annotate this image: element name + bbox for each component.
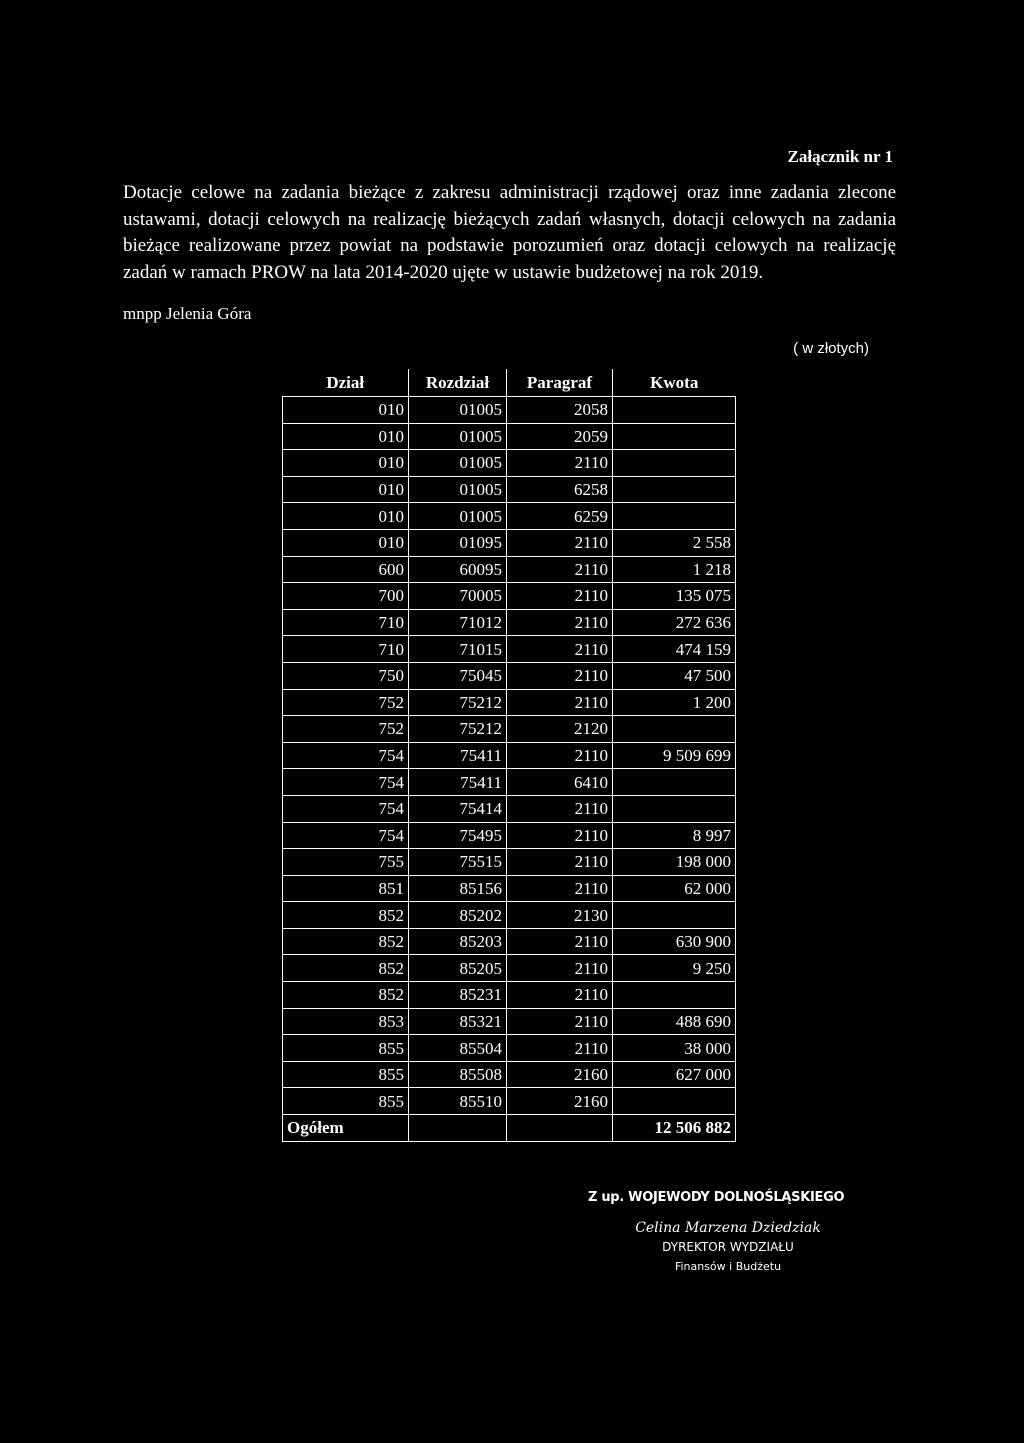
cell-kwota: 474 159 [613, 636, 736, 663]
cell-rozdzial: 85203 [409, 928, 507, 955]
cell-dzial: 010 [283, 397, 409, 424]
cell-paragraf: 6259 [507, 503, 613, 530]
table-row [283, 769, 736, 796]
cell-rozdzial: 71015 [409, 636, 507, 663]
cell-kwota: 8 997 [613, 822, 736, 849]
cell-dzial: 010 [283, 423, 409, 450]
cell-rozdzial: 01095 [409, 529, 507, 556]
cell-dzial: 710 [283, 609, 409, 636]
cell-dzial: 852 [283, 902, 409, 929]
cell-rozdzial: 75414 [409, 795, 507, 822]
cell-paragraf: 2160 [507, 1088, 613, 1115]
cell-dzial: 855 [283, 1061, 409, 1088]
intro-paragraph: Dotacje celowe na zadania bieżące z zakresu administracji rządowej oraz inne zadania zlecone ustawami, dotacji celowych na realizację bieżących zadań własnych, dotacji celowych na zadania bieżące realizowane przez powiat na podstawie porozumień oraz dotacji celowych na realizację zadań w ramach PROW na lata 2014-2020 ujęte w ustawie budżetowej na rok 2019. [123, 182, 896, 283]
table-row [283, 875, 736, 902]
cell-dzial: 855 [283, 1035, 409, 1062]
cell-kwota [613, 503, 736, 530]
table-body [283, 397, 736, 1115]
cell-paragraf: 6258 [507, 476, 613, 503]
cell-kwota: 488 690 [613, 1008, 736, 1035]
cell-rozdzial: 85231 [409, 982, 507, 1009]
total-empty-cell [409, 1115, 507, 1142]
cell-paragraf: 2110 [507, 982, 613, 1009]
cell-paragraf: 2110 [507, 849, 613, 876]
cell-rozdzial: 85504 [409, 1035, 507, 1062]
cell-kwota: 9 250 [613, 955, 736, 982]
cell-kwota [613, 450, 736, 477]
cell-dzial: 852 [283, 928, 409, 955]
cell-kwota [613, 982, 736, 1009]
cell-kwota [613, 902, 736, 929]
cell-rozdzial: 60095 [409, 556, 507, 583]
cell-kwota: 198 000 [613, 849, 736, 876]
table-row [283, 423, 736, 450]
cell-paragraf: 2160 [507, 1061, 613, 1088]
budget-table [282, 369, 736, 1142]
signature-stamp [588, 1188, 868, 1276]
cell-kwota: 9 509 699 [613, 742, 736, 769]
signature-name: Celina Marzena Dziedziak [635, 1220, 821, 1236]
table-row [283, 450, 736, 477]
cell-rozdzial: 01005 [409, 450, 507, 477]
cell-kwota: 1 200 [613, 689, 736, 716]
cell-paragraf: 2110 [507, 556, 613, 583]
cell-dzial: 710 [283, 636, 409, 663]
signature-title: DYREKTOR WYDZIAŁU [662, 1240, 794, 1254]
table-row [283, 636, 736, 663]
cell-rozdzial: 01005 [409, 397, 507, 424]
cell-paragraf: 2110 [507, 662, 613, 689]
cell-paragraf: 2110 [507, 742, 613, 769]
cell-kwota: 272 636 [613, 609, 736, 636]
cell-rozdzial: 85156 [409, 875, 507, 902]
table-row [283, 742, 736, 769]
cell-paragraf: 2110 [507, 609, 613, 636]
cell-rozdzial: 75212 [409, 716, 507, 743]
cell-rozdzial: 01005 [409, 503, 507, 530]
cell-dzial: 754 [283, 795, 409, 822]
table-row [283, 529, 736, 556]
table-row [283, 609, 736, 636]
cell-dzial: 853 [283, 1008, 409, 1035]
cell-rozdzial: 85202 [409, 902, 507, 929]
cell-paragraf: 2110 [507, 1008, 613, 1035]
cell-kwota [613, 423, 736, 450]
total-amount: 12 506 882 [613, 1115, 736, 1142]
cell-rozdzial: 75495 [409, 822, 507, 849]
table-row [283, 849, 736, 876]
cell-rozdzial: 71012 [409, 609, 507, 636]
table-row [283, 1008, 736, 1035]
cell-kwota [613, 716, 736, 743]
cell-dzial: 754 [283, 769, 409, 796]
cell-kwota [613, 769, 736, 796]
cell-paragraf: 2058 [507, 397, 613, 424]
cell-paragraf: 2110 [507, 583, 613, 610]
cell-paragraf: 2110 [507, 928, 613, 955]
table-row [283, 928, 736, 955]
cell-rozdzial: 85510 [409, 1088, 507, 1115]
cell-paragraf: 2110 [507, 1035, 613, 1062]
unit-note: ( w złotych) [793, 340, 869, 357]
header-paragraf: Paragraf [507, 369, 613, 397]
cell-dzial: 010 [283, 503, 409, 530]
cell-dzial: 010 [283, 450, 409, 477]
cell-dzial: 852 [283, 955, 409, 982]
cell-rozdzial: 01005 [409, 476, 507, 503]
table-row [283, 689, 736, 716]
cell-paragraf: 2110 [507, 795, 613, 822]
table-row [283, 982, 736, 1009]
table-row [283, 397, 736, 424]
cell-paragraf: 2059 [507, 423, 613, 450]
cell-rozdzial: 75045 [409, 662, 507, 689]
cell-dzial: 752 [283, 689, 409, 716]
cell-dzial: 851 [283, 875, 409, 902]
cell-rozdzial: 70005 [409, 583, 507, 610]
cell-kwota: 38 000 [613, 1035, 736, 1062]
cell-dzial: 754 [283, 822, 409, 849]
cell-rozdzial: 85508 [409, 1061, 507, 1088]
cell-kwota [613, 476, 736, 503]
cell-dzial: 700 [283, 583, 409, 610]
table-row [283, 503, 736, 530]
cell-rozdzial: 75411 [409, 742, 507, 769]
table-row [283, 955, 736, 982]
cell-kwota: 2 558 [613, 529, 736, 556]
cell-dzial: 755 [283, 849, 409, 876]
table-row [283, 716, 736, 743]
cell-paragraf: 2110 [507, 450, 613, 477]
table-row [283, 662, 736, 689]
cell-dzial: 010 [283, 529, 409, 556]
cell-dzial: 754 [283, 742, 409, 769]
cell-rozdzial: 75212 [409, 689, 507, 716]
cell-kwota [613, 1088, 736, 1115]
header-dzial: Dział [283, 369, 409, 397]
annex-label: Załącznik nr 1 [787, 147, 893, 166]
cell-paragraf: 2110 [507, 689, 613, 716]
cell-rozdzial: 85205 [409, 955, 507, 982]
cell-rozdzial: 85321 [409, 1008, 507, 1035]
cell-kwota: 1 218 [613, 556, 736, 583]
signature-authority: Z up. WOJEWODY DOLNOŚLĄSKIEGO [588, 1190, 845, 1205]
cell-paragraf: 6410 [507, 769, 613, 796]
table-row [283, 902, 736, 929]
cell-dzial: 852 [283, 982, 409, 1009]
cell-dzial: 855 [283, 1088, 409, 1115]
table-row [283, 1061, 736, 1088]
header-kwota: Kwota [613, 369, 736, 397]
cell-dzial: 752 [283, 716, 409, 743]
cell-kwota [613, 795, 736, 822]
cell-paragraf: 2120 [507, 716, 613, 743]
table-row [283, 476, 736, 503]
subject-name: mnpp Jelenia Góra [123, 304, 252, 323]
cell-rozdzial: 01005 [409, 423, 507, 450]
cell-paragraf: 2110 [507, 955, 613, 982]
cell-kwota: 62 000 [613, 875, 736, 902]
table-row [283, 583, 736, 610]
signature-department: Finansów i Budżetu [674, 1260, 782, 1273]
table-row [283, 822, 736, 849]
table-row [283, 1088, 736, 1115]
cell-kwota: 135 075 [613, 583, 736, 610]
cell-dzial: 010 [283, 476, 409, 503]
cell-paragraf: 2110 [507, 636, 613, 663]
header-rozdzial: Rozdział [409, 369, 507, 397]
cell-paragraf: 2110 [507, 529, 613, 556]
cell-kwota [613, 397, 736, 424]
cell-dzial: 600 [283, 556, 409, 583]
cell-rozdzial: 75515 [409, 849, 507, 876]
cell-kwota: 630 900 [613, 928, 736, 955]
cell-paragraf: 2130 [507, 902, 613, 929]
table-row [283, 556, 736, 583]
table-header-row [283, 369, 736, 397]
total-empty-cell [507, 1115, 613, 1142]
table-row [283, 1035, 736, 1062]
cell-rozdzial: 75411 [409, 769, 507, 796]
cell-dzial: 750 [283, 662, 409, 689]
cell-paragraf: 2110 [507, 822, 613, 849]
cell-kwota: 47 500 [613, 662, 736, 689]
table-row [283, 795, 736, 822]
total-label: Ogółem [283, 1115, 409, 1142]
cell-paragraf: 2110 [507, 875, 613, 902]
cell-kwota: 627 000 [613, 1061, 736, 1088]
total-row [283, 1115, 736, 1142]
